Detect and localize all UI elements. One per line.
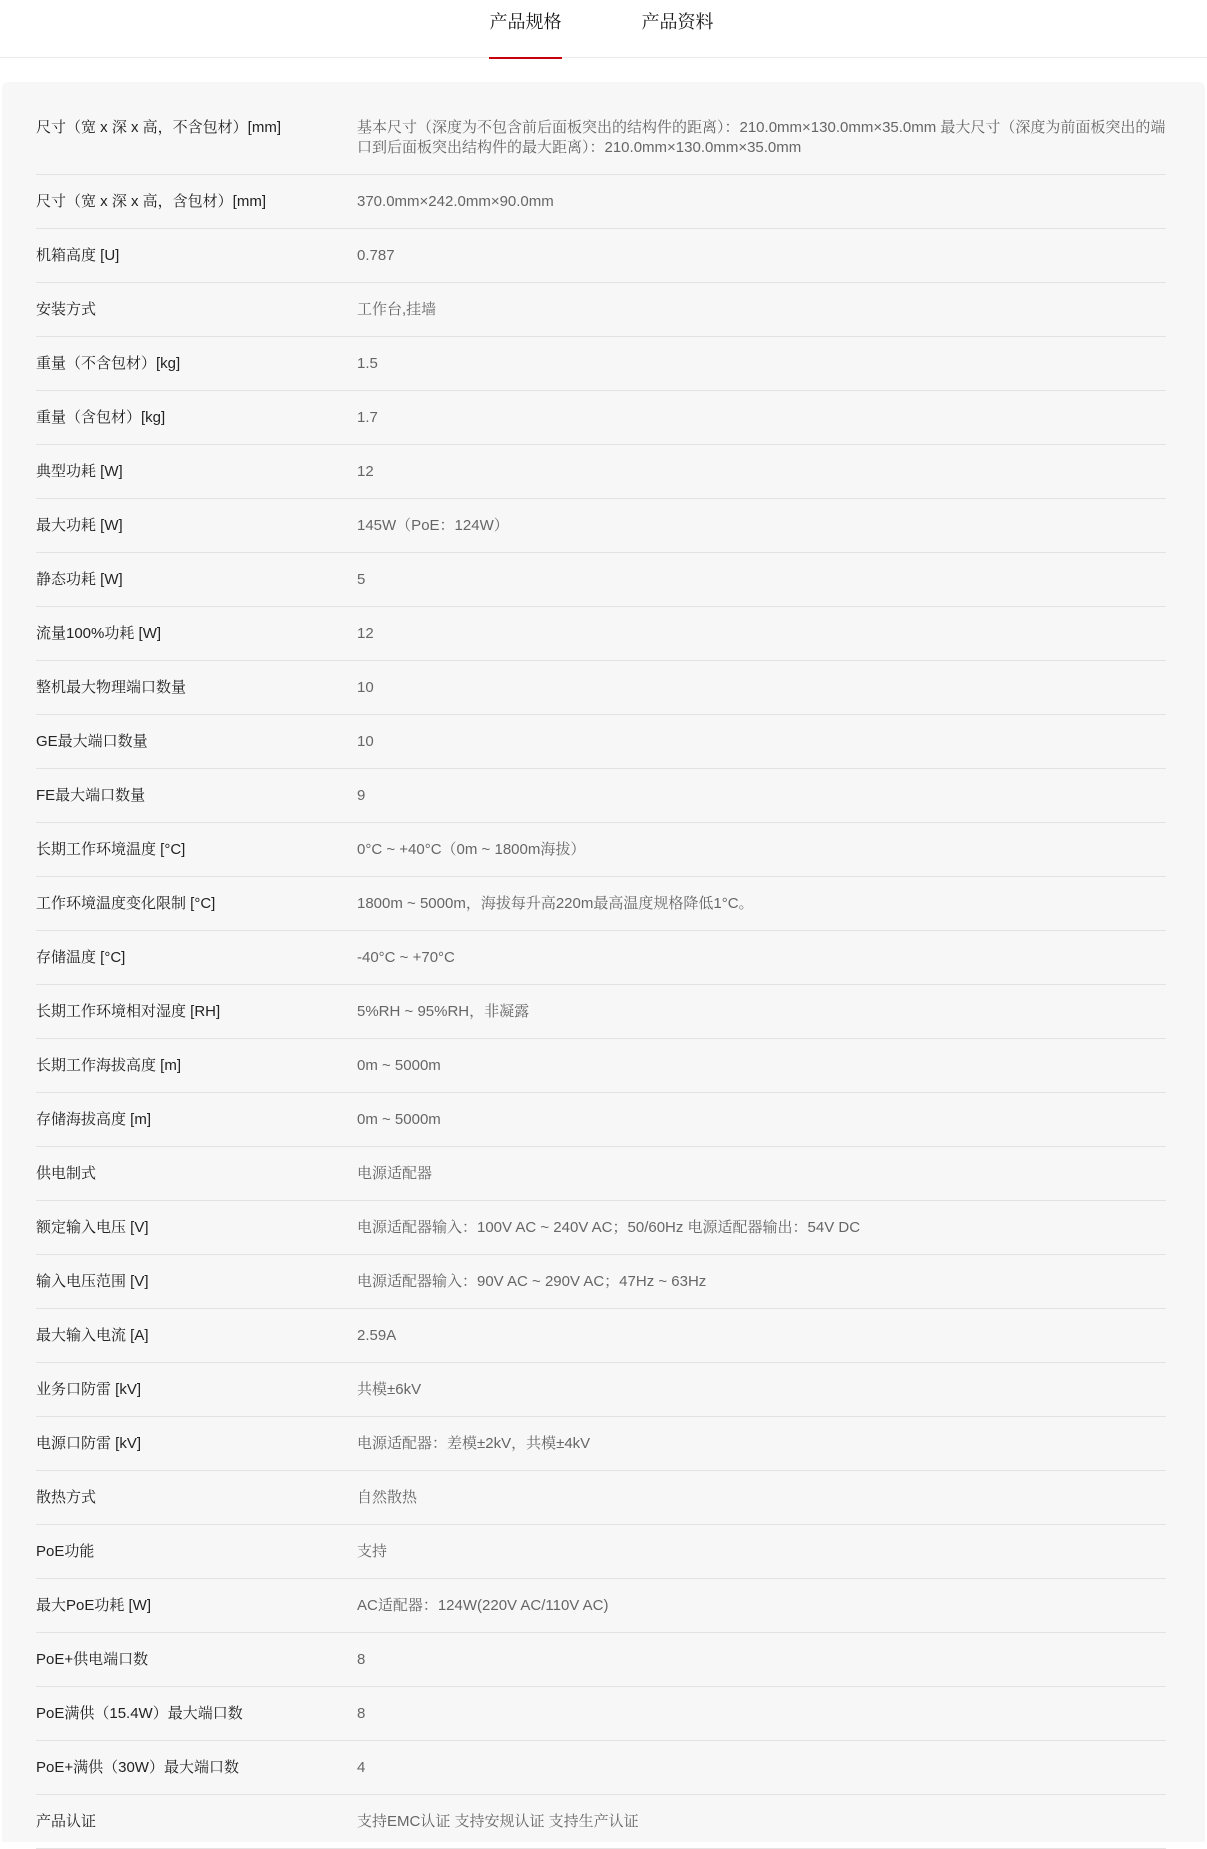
spec-value: 1.7 xyxy=(357,409,378,426)
spec-row xyxy=(36,1795,1166,1849)
spec-label: 最大PoE功耗 [W] xyxy=(36,1597,152,1614)
spec-value: 1.5 xyxy=(357,355,378,372)
spec-value: 4 xyxy=(357,1759,366,1776)
spec-row xyxy=(36,661,1166,715)
spec-row xyxy=(36,283,1166,337)
spec-label: 安装方式 xyxy=(36,301,97,318)
spec-row xyxy=(36,1417,1166,1471)
spec-label: 尺寸（宽 x 深 x 高，含包材）[mm] xyxy=(36,193,266,210)
spec-label: 流量100%功耗 [W] xyxy=(36,625,162,642)
spec-value: 5%RH ~ 95%RH，非凝露 xyxy=(357,1003,530,1020)
spec-row xyxy=(36,1579,1166,1633)
spec-value: 0m ~ 5000m xyxy=(357,1057,441,1074)
spec-row xyxy=(36,1687,1166,1741)
spec-label: FE最大端口数量 xyxy=(36,787,146,804)
spec-row xyxy=(36,877,1166,931)
spec-value: 电源适配器：差模±2kV，共模±4kV xyxy=(357,1435,591,1452)
spec-value: 共模±6kV xyxy=(357,1381,422,1398)
spec-value: 工作台,挂墙 xyxy=(357,301,437,318)
spec-value: 支持 xyxy=(357,1543,388,1560)
spec-value: 8 xyxy=(357,1651,366,1668)
spec-value: 自然散热 xyxy=(357,1489,418,1506)
spec-label: 业务口防雷 [kV] xyxy=(36,1381,142,1398)
spec-row xyxy=(36,769,1166,823)
spec-row xyxy=(36,391,1166,445)
spec-value: 8 xyxy=(357,1705,366,1722)
spec-label: PoE满供（15.4W）最大端口数 xyxy=(36,1705,243,1722)
spec-value: 2.59A xyxy=(357,1327,397,1344)
spec-row xyxy=(36,1363,1166,1417)
spec-label: 重量（不含包材）[kg] xyxy=(36,355,181,372)
spec-label: PoE+满供（30W）最大端口数 xyxy=(36,1759,239,1776)
spec-label: 工作环境温度变化限制 [°C] xyxy=(36,895,216,912)
spec-label: 尺寸（宽 x 深 x 高，不含包材）[mm] xyxy=(36,119,281,136)
spec-table xyxy=(36,104,1166,1849)
spec-value: 基本尺寸（深度为不包含前后面板突出的结构件的距离）：210.0mm×130.0mm×35.0mm 最大尺寸（深度为前面板突出的端口到后面板突出结构件的最大距离）：210.0mm×130.0mm×35.0mm xyxy=(357,119,1166,156)
spec-row xyxy=(36,931,1166,985)
spec-label: PoE功能 xyxy=(36,1543,95,1560)
spec-row xyxy=(36,499,1166,553)
spec-label: 长期工作海拔高度 [m] xyxy=(36,1057,181,1074)
spec-label: 最大输入电流 [A] xyxy=(36,1327,149,1344)
spec-row xyxy=(36,175,1166,229)
spec-row xyxy=(36,1147,1166,1201)
spec-row xyxy=(36,985,1166,1039)
spec-row xyxy=(36,1741,1166,1795)
spec-value: 0.787 xyxy=(357,247,395,264)
spec-value: 支持EMC认证 支持安规认证 支持生产认证 xyxy=(357,1813,639,1830)
spec-label: GE最大端口数量 xyxy=(36,733,148,750)
spec-label: 长期工作环境温度 [°C] xyxy=(36,841,186,858)
spec-label: 最大功耗 [W] xyxy=(36,517,123,534)
spec-label: PoE+供电端口数 xyxy=(36,1651,149,1668)
spec-label: 散热方式 xyxy=(36,1489,97,1506)
spec-row xyxy=(36,104,1166,175)
spec-row xyxy=(36,229,1166,283)
spec-value: 145W（PoE：124W） xyxy=(357,517,509,534)
spec-value: 电源适配器输入：100V AC ~ 240V AC；50/60Hz 电源适配器输出：54V DC xyxy=(357,1219,861,1236)
spec-panel xyxy=(2,82,1205,1842)
spec-value: AC适配器：124W(220V AC/110V AC) xyxy=(357,1597,609,1614)
spec-value: 12 xyxy=(357,463,374,480)
tab-bar xyxy=(0,0,1207,58)
spec-row xyxy=(36,823,1166,877)
spec-row xyxy=(36,715,1166,769)
spec-label: 存储海拔高度 [m] xyxy=(36,1111,151,1128)
spec-value: -40°C ~ +70°C xyxy=(357,949,455,966)
spec-row xyxy=(36,1309,1166,1363)
spec-value: 0m ~ 5000m xyxy=(357,1111,441,1128)
spec-label: 供电制式 xyxy=(36,1165,97,1182)
spec-value: 电源适配器 xyxy=(357,1165,433,1182)
spec-value: 0°C ~ +40°C（0m ~ 1800m海拔） xyxy=(357,841,586,858)
spec-value: 5 xyxy=(357,571,366,588)
tab-product-specs[interactable]: 产品规格 xyxy=(489,0,562,58)
spec-row xyxy=(36,1255,1166,1309)
spec-value: 1800m ~ 5000m，海拔每升高220m最高温度规格降低1°C。 xyxy=(357,895,754,912)
spec-label: 机箱高度 [U] xyxy=(36,247,120,264)
spec-row xyxy=(36,445,1166,499)
spec-value: 9 xyxy=(357,787,366,804)
spec-value: 10 xyxy=(357,733,374,750)
spec-row xyxy=(36,1039,1166,1093)
spec-label: 额定输入电压 [V] xyxy=(36,1219,149,1236)
tab-product-documents[interactable]: 产品资料 xyxy=(641,12,714,32)
spec-label: 输入电压范围 [V] xyxy=(36,1273,149,1290)
spec-label: 重量（含包材）[kg] xyxy=(36,409,166,426)
spec-label: 产品认证 xyxy=(36,1813,97,1830)
spec-row xyxy=(36,1201,1166,1255)
spec-label: 长期工作环境相对湿度 [RH] xyxy=(36,1003,221,1020)
spec-row xyxy=(36,1525,1166,1579)
spec-row xyxy=(36,1471,1166,1525)
spec-value: 电源适配器输入：90V AC ~ 290V AC；47Hz ~ 63Hz xyxy=(357,1273,707,1290)
spec-label: 存储温度 [°C] xyxy=(36,949,126,966)
spec-value: 10 xyxy=(357,679,374,696)
spec-value: 12 xyxy=(357,625,374,642)
spec-label: 整机最大物理端口数量 xyxy=(36,679,187,696)
spec-row xyxy=(36,337,1166,391)
spec-row xyxy=(36,1633,1166,1687)
spec-value: 370.0mm×242.0mm×90.0mm xyxy=(357,193,554,210)
spec-label: 静态功耗 [W] xyxy=(36,571,123,588)
spec-label: 电源口防雷 [kV] xyxy=(36,1435,142,1452)
spec-row xyxy=(36,1093,1166,1147)
spec-label: 典型功耗 [W] xyxy=(36,463,123,480)
spec-row xyxy=(36,553,1166,607)
spec-row xyxy=(36,607,1166,661)
